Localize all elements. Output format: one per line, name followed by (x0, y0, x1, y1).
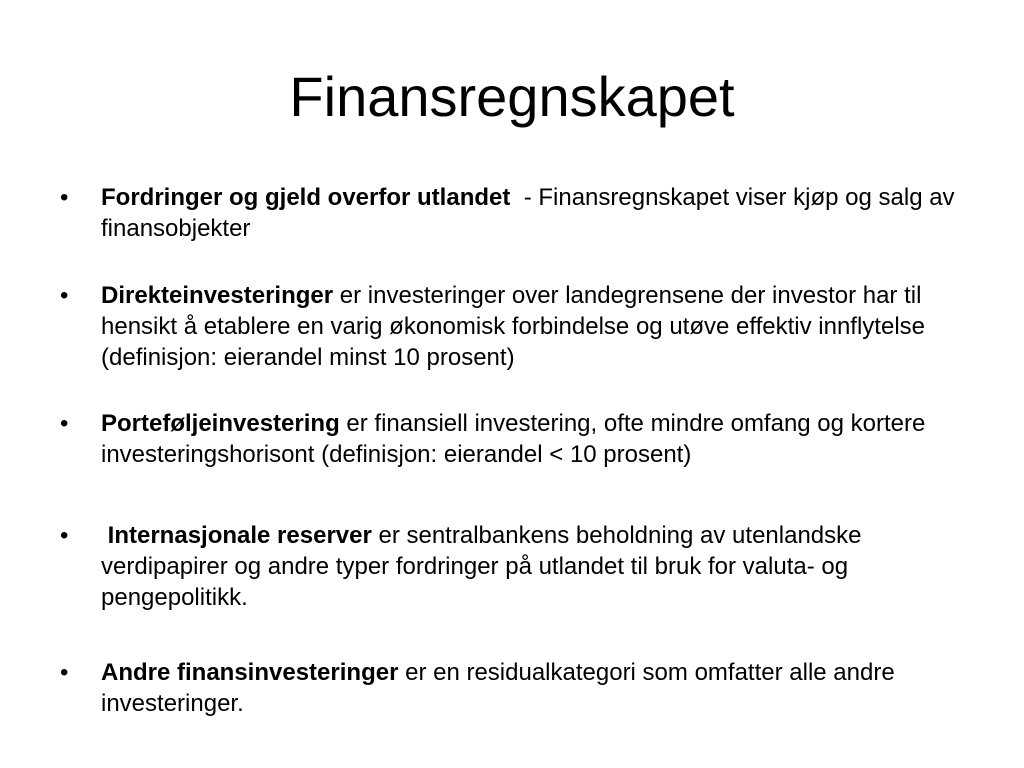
bullet-text: er sentralbankens beholdning av utenlandske verdipapirer og andre typer fordringer på utlandet til bruk for valuta- og pengepolitikk. (101, 522, 869, 611)
bullet-list (60, 182, 980, 719)
bullet-item-internasjonale-reserver (60, 520, 980, 613)
bullet-term: Andre finansinvesteringer (101, 659, 399, 686)
bullet-text: er investeringer over landegrensene der investor har til hensikt å etablere en varig økonomisk forbindelse og utøve effektiv innflytelse (definisjon: eierandel minst 10 prosent) (101, 282, 932, 371)
bullet-text: - Finansregnskapet viser kjøp og salg av finansobjekter (101, 184, 962, 242)
bullet-item-portefoljeinvestering (60, 408, 980, 470)
bullet-item-andre-finansinvesteringer (60, 657, 980, 719)
bullet-term: Direkteinvesteringer (101, 282, 334, 309)
bullet-item-fordringer (60, 182, 980, 244)
bullet-text: er en residualkategori som omfatter alle andre investeringer. (101, 659, 902, 717)
bullet-dot-icon: • (60, 184, 69, 211)
bullet-text: er finansiell investering, ofte mindre omfang og kortere investeringshorisont (definisjon: eierandel < 10 prosent) (101, 410, 933, 468)
bullet-dot-icon: • (60, 410, 69, 437)
bullet-term: Internasjonale reserver (101, 522, 372, 549)
slide-title: Finansregnskapet (289, 65, 735, 128)
bullet-dot-icon: • (60, 522, 69, 549)
bullet-dot-icon: • (60, 282, 69, 309)
bullet-dot-icon: • (60, 659, 69, 686)
bullet-term: Porteføljeinvestering (101, 410, 340, 437)
bullet-term: Fordringer og gjeld overfor utlandet (101, 184, 511, 211)
bullet-item-direkteinvesteringer (60, 280, 980, 373)
